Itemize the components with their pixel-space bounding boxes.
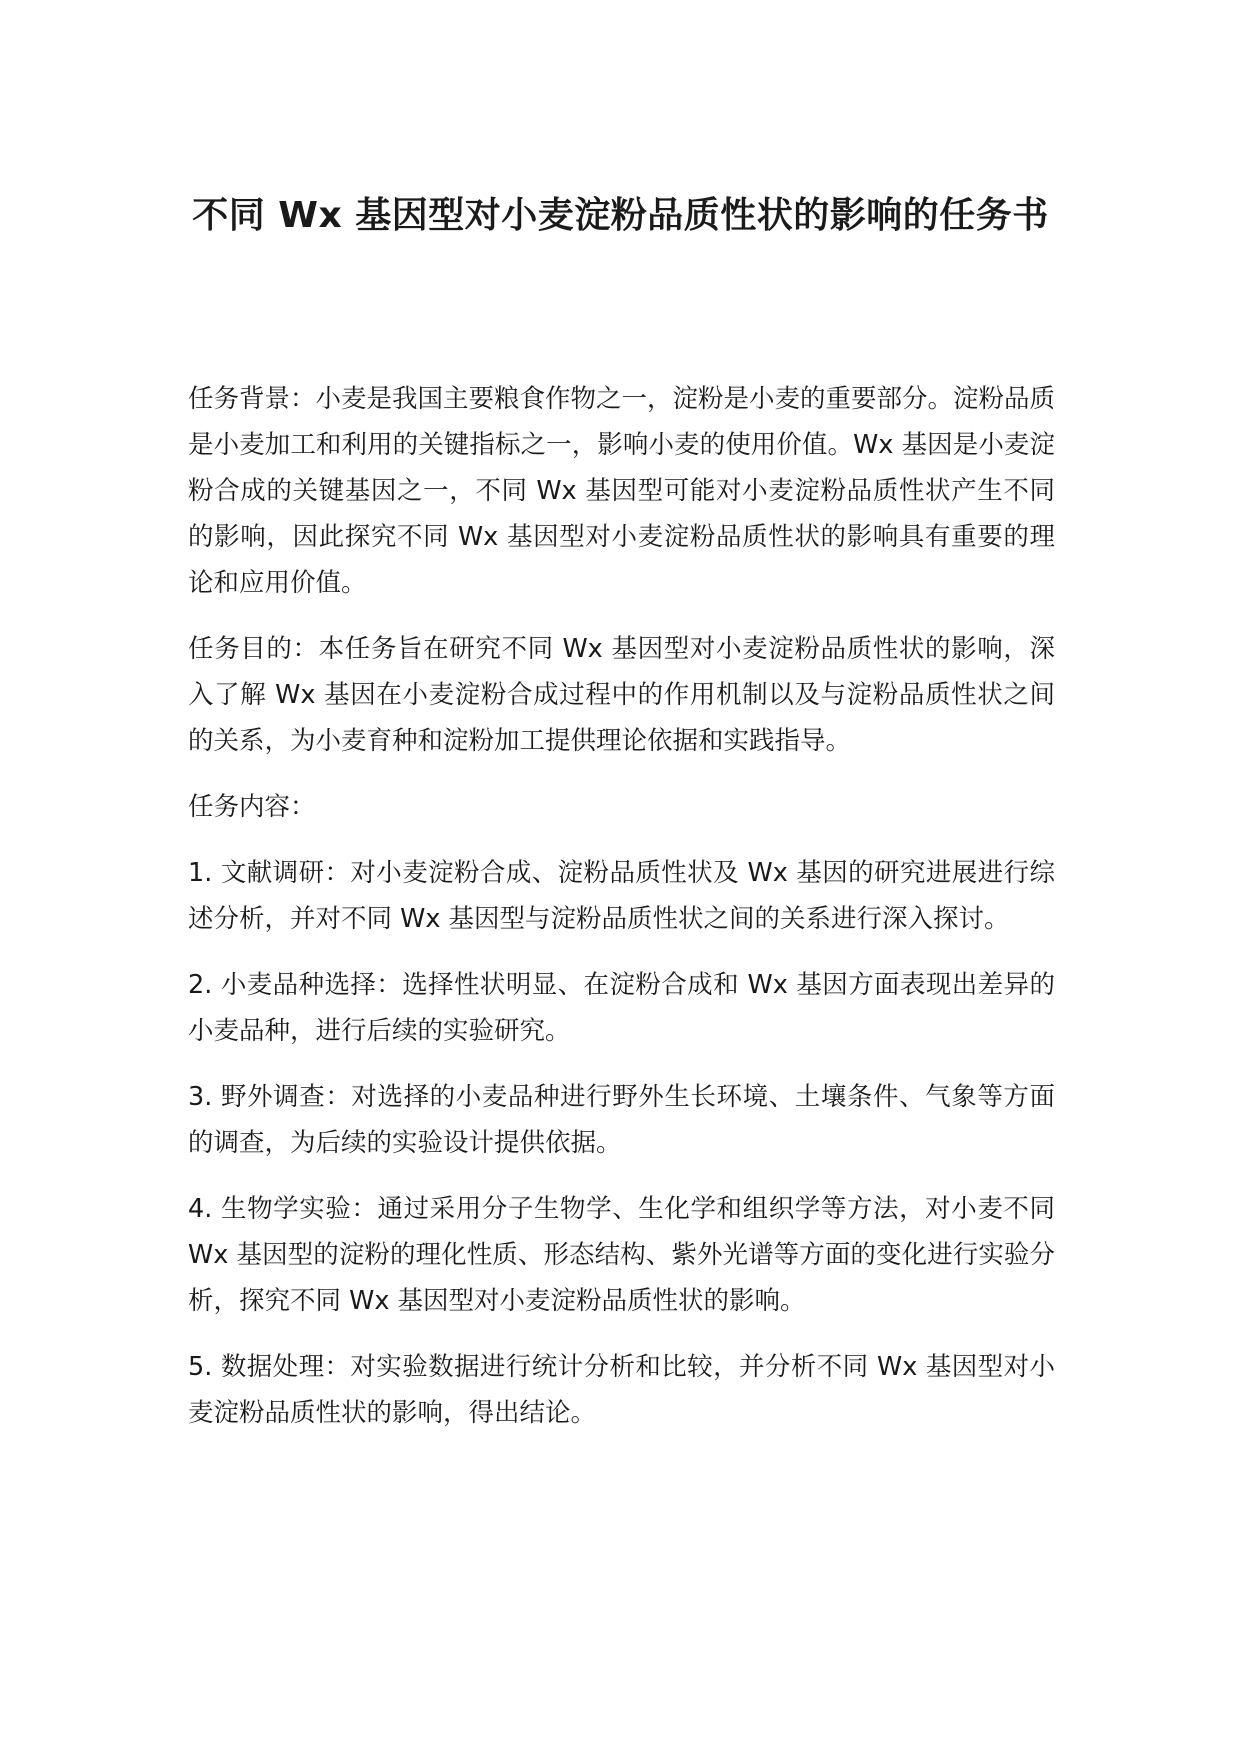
list-item-data-processing: 5. 数据处理：对实验数据进行统计分析和比较，并分析不同 Wx 基因型对小麦淀粉品质性状的影响，得出结论。	[188, 1352, 1055, 1428]
list-item-variety-selection: 2. 小麦品种选择：选择性状明显、在淀粉合成和 Wx 基因方面表现出差异的小麦品种，进行后续的实验研究。	[188, 970, 1055, 1046]
paragraph-task-background: 任务背景：小麦是我国主要粮食作物之一，淀粉是小麦的重要部分。淀粉品质是小麦加工和利用的关键指标之一，影响小麦的使用价值。Wx 基因是小麦淀粉合成的关键基因之一，不同 Wx 基因型可能对小麦淀粉品质性状产生不同的影响，因此探究不同 Wx 基因型对小麦淀粉品质性状的影响具有重要的理论和应用价值。	[188, 384, 1056, 598]
document-body	[188, 376, 1055, 1456]
document-title: 不同 Wx 基因型对小麦淀粉品质性状的影响的任务书	[192, 195, 1049, 236]
paragraph-task-purpose: 任务目的：本任务旨在研究不同 Wx 基因型对小麦淀粉品质性状的影响，深入了解 Wx 基因在小麦淀粉合成过程中的作用机制以及与淀粉品质性状之间的关系，为小麦育种和淀粉加工提供理论依据和实践指导。	[188, 634, 1055, 756]
list-item-biology-experiment: 4. 生物学实验：通过采用分子生物学、生化学和组织学等方法，对小麦不同 Wx 基因型的淀粉的理化性质、形态结构、紫外光谱等方面的变化进行实验分析，探究不同 Wx 基因型对小麦淀粉品质性状的影响。	[188, 1194, 1055, 1316]
paragraph-task-content-heading: 任务内容：	[188, 792, 316, 822]
list-item-field-survey: 3. 野外调查：对选择的小麦品种进行野外生长环境、土壤条件、气象等方面的调查，为后续的实验设计提供依据。	[188, 1082, 1055, 1158]
list-item-literature-review: 1. 文献调研：对小麦淀粉合成、淀粉品质性状及 Wx 基因的研究进展进行综述分析，并对不同 Wx 基因型与淀粉品质性状之间的关系进行深入探讨。	[188, 858, 1055, 934]
